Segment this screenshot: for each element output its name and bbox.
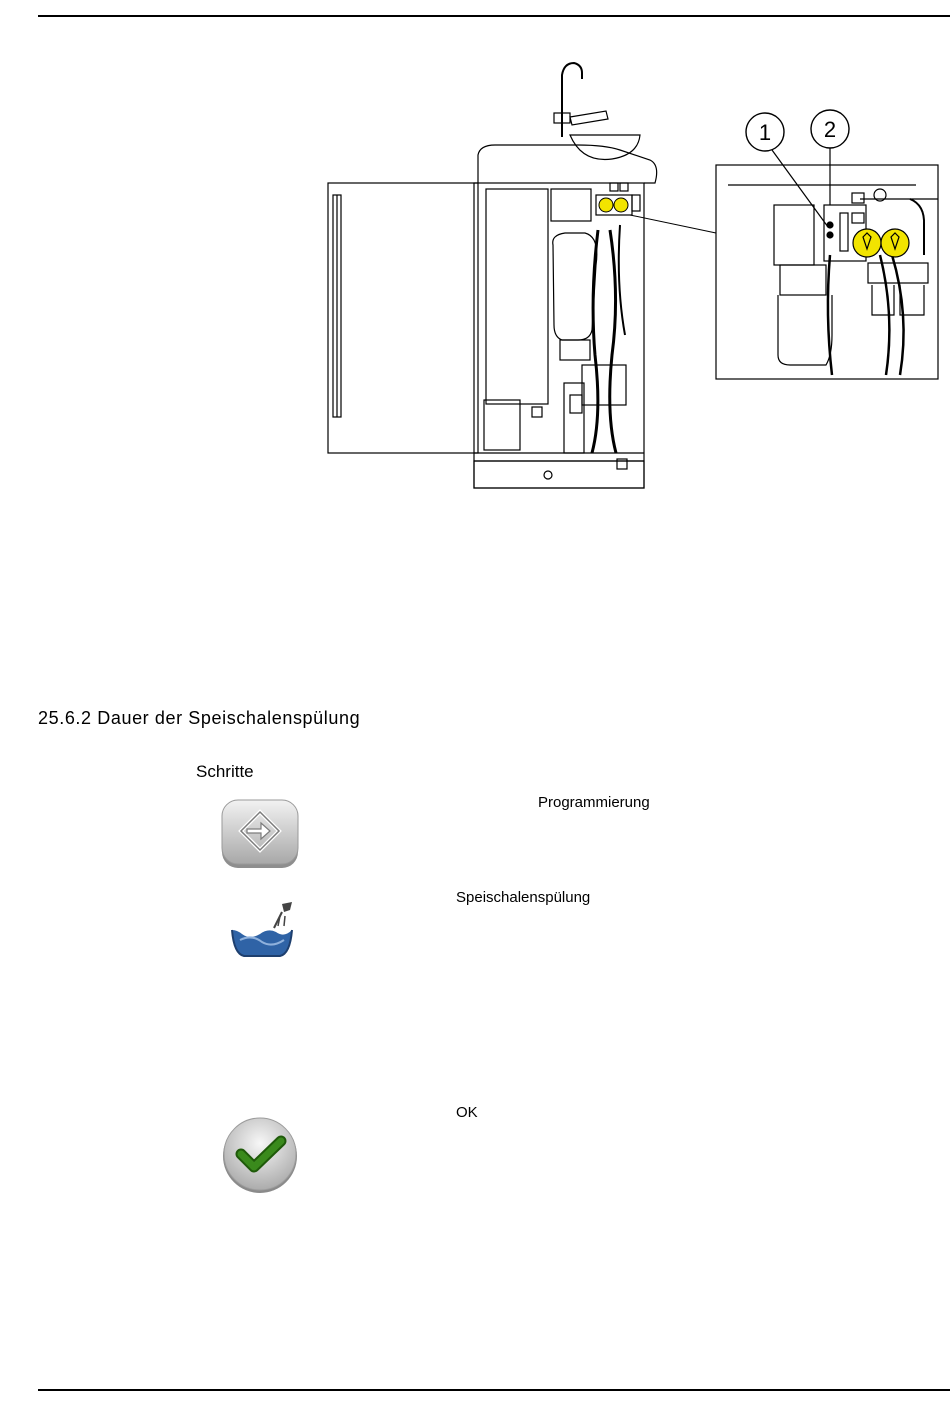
steps-label: Schritte [196,762,254,781]
dental-unit-drawing [320,55,945,495]
cabinet-body [474,183,644,488]
side-panel [328,183,478,453]
spittoon-rinse-icon [228,898,294,960]
callout-1-label: 1 [758,120,772,145]
step-spittoon-label: Speischalenspülung [456,889,591,906]
callout-2-label: 2 [823,117,837,142]
footer-rule [38,1389,950,1391]
faucet-drawing [562,63,582,137]
step-ok-label: OK [456,1104,478,1121]
detail-inset [716,165,938,379]
step-programming-label: Programmierung [538,794,650,811]
ok-button[interactable] [219,1116,301,1194]
ok-check-icon [219,1116,301,1194]
section-title: 25.6.2 Dauer der Speischalenspülung [38,708,361,728]
header-rule [38,15,950,17]
programming-icon [219,798,301,870]
spittoon-basin-drawing [570,135,640,160]
spittoon-rinse-button[interactable] [228,898,294,960]
programming-button[interactable] [219,798,301,870]
zoom-leader-line [630,215,716,233]
